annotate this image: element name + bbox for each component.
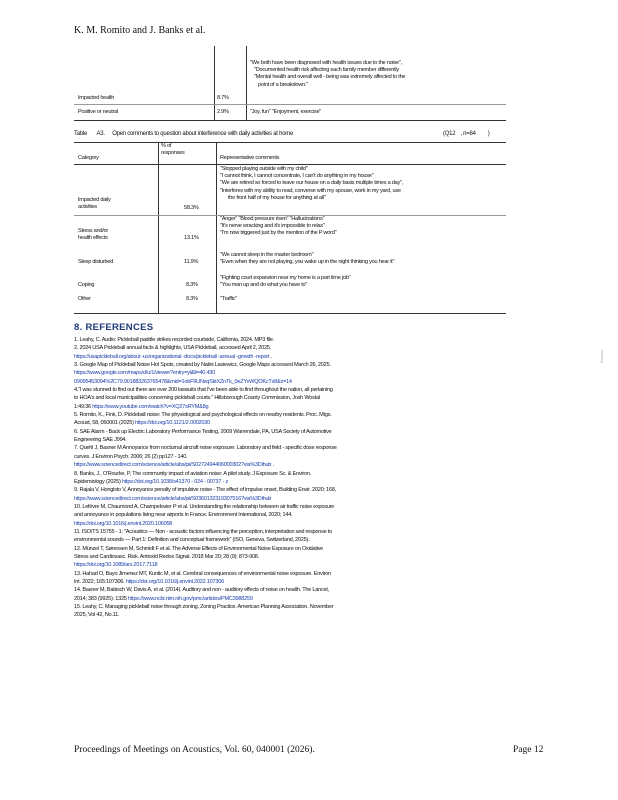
reference-text: to HOA's and local municipalities concerning pickleball courts." Hillsborough County Commission, Josh Wostal	[74, 395, 320, 402]
table2-category: Stress and/or health effects	[78, 228, 109, 242]
reference-line	[74, 437, 514, 445]
reference-text: 1:49:36	[74, 403, 93, 410]
comment-line: "We cannot sleep in the master bedroom"	[220, 252, 314, 258]
reference-line	[74, 445, 514, 453]
table2-comment: "Traffic"	[220, 296, 237, 302]
reference-text: 4."I was stunned to find out there are over 200 lawsuits that I've been able to find throughout the nation, all pertaining	[74, 387, 333, 394]
comment-line: "You man up and do what you have to"	[220, 282, 308, 289]
reference-line	[74, 554, 514, 562]
reference-line	[74, 587, 514, 595]
table2-divider-left	[158, 142, 159, 313]
reference-link[interactable]: https://www.google.com/maps/d/u/1/viewer?entry=yt&ll=40.430	[74, 370, 216, 377]
reference-line	[74, 395, 514, 403]
reference-line	[74, 420, 514, 428]
table2-comments	[220, 252, 394, 266]
table1-comments	[250, 60, 405, 89]
caption-question: (Q12 , n=84 )	[443, 131, 490, 137]
comment-line: "Fighting court expansion near my home is a part time job"	[220, 275, 351, 281]
download-watermark: Downlo	[599, 349, 604, 363]
comment-line: "We both have been diagnosed with health issues due to the noise",	[250, 60, 402, 66]
table1-category: Positive or neutral	[78, 109, 119, 115]
comment-line: "I cannot think, I cannot concentrate, I can't do anything in my house"	[220, 173, 374, 180]
reference-line	[74, 537, 514, 545]
table2-percent: 11.9%	[184, 259, 199, 265]
comment-line: the front half of my house for anything at all"	[228, 194, 326, 201]
table2-percent: 8.3%	[186, 296, 198, 302]
reference-text: environmental sounds — Part 1: Definition and conceptual framework" (ISO, Geneva, Switzerland, 2025).	[74, 537, 310, 544]
table2-top-rule	[74, 142, 506, 143]
table1-category: Impacted health	[78, 95, 115, 101]
table2-comments	[220, 216, 336, 238]
reference-line	[74, 454, 514, 462]
reference-line	[74, 529, 514, 537]
table2-category: Other	[78, 296, 91, 302]
reference-line	[74, 571, 514, 579]
reference-text: 10. Lefèvre M, Chaumond A, Champelovier P et al. Understanding the relationship between air traffic noise exposure	[74, 503, 335, 510]
table1-comment: "Joy, fun" "Enjoyment, exercise"	[250, 109, 322, 115]
reference-link[interactable]: -us/organizational -docs/pickleball -annual -growth -report	[140, 353, 270, 360]
reference-line	[74, 612, 514, 620]
reference-text: Int. 2022; 165:107306.	[74, 578, 126, 585]
reference-text: 15. Leahy, C. Managing pickleball noise through zoning, Zoning Practice. American Planning Association. November	[74, 604, 334, 610]
reference-text: Acoust, 58, 050001 (2025)	[74, 420, 135, 427]
comment-line: "Interferes with my ability to read, converse with my spouse, work in my yard, use	[220, 187, 401, 194]
reference-line	[74, 354, 514, 362]
reference-line	[74, 479, 514, 487]
caption-number: A3.	[96, 131, 105, 137]
reference-line	[74, 504, 514, 512]
reference-link[interactable]: 09095453094%2C79.901883263765478&mid=1obF9UNxqSktXZnTk_0eZYvWQOKcTx8&z=14	[74, 378, 292, 385]
reference-link[interactable]: https://www.youtube.com/watch?v=XQ27sRYM&8g	[92, 403, 209, 410]
reference-link[interactable]: https://doi.org/10.1016/j.envint.2020.106058	[74, 520, 173, 527]
reference-text: 5. Romito, K., Fink, D. Pickleball noise: The physiological and psychological effects on nearby residents. Proc. Mtgs.	[74, 412, 332, 419]
running-head: K. M. Romito and J. Banks et al.	[74, 25, 206, 36]
reference-line	[74, 546, 514, 554]
table2-bottom-rule	[74, 313, 506, 314]
reference-line	[74, 337, 514, 345]
reference-text: 2014; 383 (9925): 1325	[74, 595, 128, 602]
reference-link[interactable]: https://usapickleball.org/about	[74, 353, 141, 360]
table1-divider-right	[246, 46, 247, 120]
footer-page-number: Page 12	[513, 745, 544, 755]
table2-caption	[74, 131, 490, 137]
comment-line: "Mental health and overall well - being was extremely affected to the	[254, 74, 406, 81]
column-header-comments: Representative comments	[220, 155, 280, 161]
reference-text: 11. ISO/TS 15755 - 1: "Acoustics — Non - acoustic factors influencing the perception, interpretation and response to	[74, 528, 333, 535]
caption-text: Open comments to question about interference with daily activities at home	[112, 131, 294, 137]
reference-link[interactable]: https://doi.org/10.1016/j.envint.2022.107306	[125, 578, 224, 585]
table2-comments	[220, 275, 350, 289]
table1-row-divider	[74, 104, 506, 105]
table2-category: Impacted daily activities	[78, 197, 111, 211]
reference-text: Stress and Cardiovasc. Risk. Antioxid Redox Signal. 2018 Mar 20; 28 (9): 873-908.	[74, 553, 259, 560]
reference-line	[74, 404, 514, 412]
comment-line: "Documented health risk affecting each family member differently	[254, 67, 399, 74]
table2-percent: 8.3%	[186, 282, 198, 288]
reference-line	[74, 429, 514, 437]
reference-text: 2025, Vol 42, No.11.	[74, 612, 120, 619]
reference-line	[74, 462, 514, 470]
reference-line	[74, 379, 514, 387]
reference-line	[74, 471, 514, 479]
comment-line: "I'm now triggered just by the mention of the P word"	[220, 230, 337, 237]
reference-text: 12. Münzel T, Sørensen M, Schmidt F et al. The Adverse Effects of Environmental Noise Exposure on Oxidative	[74, 545, 324, 552]
reference-text: and annoyance in populations living near airports in France. Environment International, 2020; 144.	[74, 512, 293, 519]
comment-line: "Anger" "Blood pressure risen" "Hallucinations"	[220, 216, 325, 222]
reference-link[interactable]: https://www.sciencedirect.com/science/article/abs/pii/S0272494406000302?via%3Dihub	[74, 462, 272, 469]
comment-line: "Stopped playing outside with my child"	[220, 166, 308, 172]
reference-line	[74, 496, 514, 504]
reference-text: .	[269, 353, 272, 360]
table1-divider-left	[214, 46, 215, 120]
reference-link[interactable]: https://www.ncbi.nlm.nih.gov/pmc/articles/PMC3988259	[127, 595, 253, 602]
reference-text: .	[271, 462, 274, 469]
reference-line	[74, 579, 514, 587]
column-header-pct: % of responses	[161, 143, 185, 156]
reference-text: 8. Banks, J., O'Rourke, P, The community impact of aviation noise: A pilot study. J Exposure Sc. & Environ.	[74, 470, 312, 477]
reference-text: curves. J Environ Psych. 2006; 26 (2) pp127 - 140.	[74, 453, 188, 460]
table2-header-rule	[74, 164, 506, 165]
table1-percent: 2.9%	[217, 109, 229, 115]
table2-comments	[220, 166, 403, 202]
reference-line	[74, 370, 514, 378]
table2-divider-right	[216, 142, 217, 313]
table1-percent: 8.7%	[217, 95, 229, 101]
table2-percent: 13.1%	[184, 235, 199, 241]
comment-line: "We are retired so forced to leave our house on a daily basis multiple times a day",	[220, 180, 404, 187]
reference-text: 14. Basner M, Babisch W, Davis A, et al. (2014). Auditory and non - auditory effects of noise on health. The Lancet,	[74, 587, 329, 594]
table2-category: Coping	[78, 282, 95, 288]
table2-category: Sleep disturbed	[78, 259, 114, 265]
reference-line	[74, 521, 514, 529]
reference-text: Engineering SAE J994.	[74, 437, 127, 444]
reference-link[interactable]: https://doi.org/10.1038/s41370 - 024 - 00737 - z	[121, 478, 229, 485]
reference-list	[74, 337, 514, 621]
reference-line	[74, 512, 514, 520]
reference-line	[74, 412, 514, 420]
references-heading: 8. REFERENCES	[74, 322, 154, 333]
reference-text: 2. 2024 USA Pickleball annual facts & highlights, USA Pickleball, accessed April 2, 2025.	[74, 345, 271, 352]
reference-line	[74, 487, 514, 495]
reference-line	[74, 345, 514, 353]
reference-link[interactable]: https://doi.org/10.1121/2.0002030	[134, 420, 210, 427]
reference-line	[74, 604, 514, 612]
table2-percent: 58.3%	[184, 205, 199, 211]
reference-line	[74, 387, 514, 395]
column-header-category: Category	[78, 155, 99, 161]
reference-text: Epidemiology (2025)	[74, 478, 122, 485]
reference-text: 6. SAE Alarm - Back up Electric Laboratory Performance Testing, 2009 Warrendale, PA, USA Society of Automotive	[74, 428, 332, 435]
reference-text: 3. Google Map of Pickleball Noise Hot Spots, created by Nalini Lasiewicz, Google Maps accessed March 26, 2025.	[74, 362, 331, 369]
comment-line: "Even when they are not playing, you wake up in the night thinking you hear it"	[220, 259, 395, 266]
reference-link[interactable]: https://www.sciencedirect.com/science/article/abs/pii/S0360132319307516?via%3Dihub	[74, 495, 272, 502]
table1-bottom-rule	[74, 120, 506, 121]
reference-line	[74, 562, 514, 570]
footer-journal: Proceedings of Meetings on Acoustics, Vol. 60, 040001 (2026).	[74, 745, 315, 755]
reference-text: 9. Rajala V, Hongisto V, Annoyance penalty of impulsive noise - The effect of impulse onset, Building Envir. 2020; 168,	[74, 487, 336, 494]
reference-line	[74, 362, 514, 370]
reference-text: 7. Quehl J, Basner M Annoyance from nocturnal aircraft noise exposure: Laboratory and field - specific dose response	[74, 445, 337, 452]
caption-label: Table	[74, 131, 88, 137]
comment-line: "It's nerve wracking and it's impossible to relax"	[220, 223, 325, 230]
reference-text: 1. Leahy, C. Audio: Pickleball paddle strikes recorded courtside, California, 2024. MP3 file.	[74, 337, 274, 343]
reference-text: 13. Hahad O, Bayo Jimenez MT, Kuntic M, et al. Cerebral consequences of environmental noise exposure. Environ	[74, 570, 331, 577]
reference-link[interactable]: https://doi.org/10.1089/ars.2017.7118	[74, 562, 158, 569]
comment-line: point of a breakdown."	[258, 81, 308, 88]
reference-line	[74, 596, 514, 604]
